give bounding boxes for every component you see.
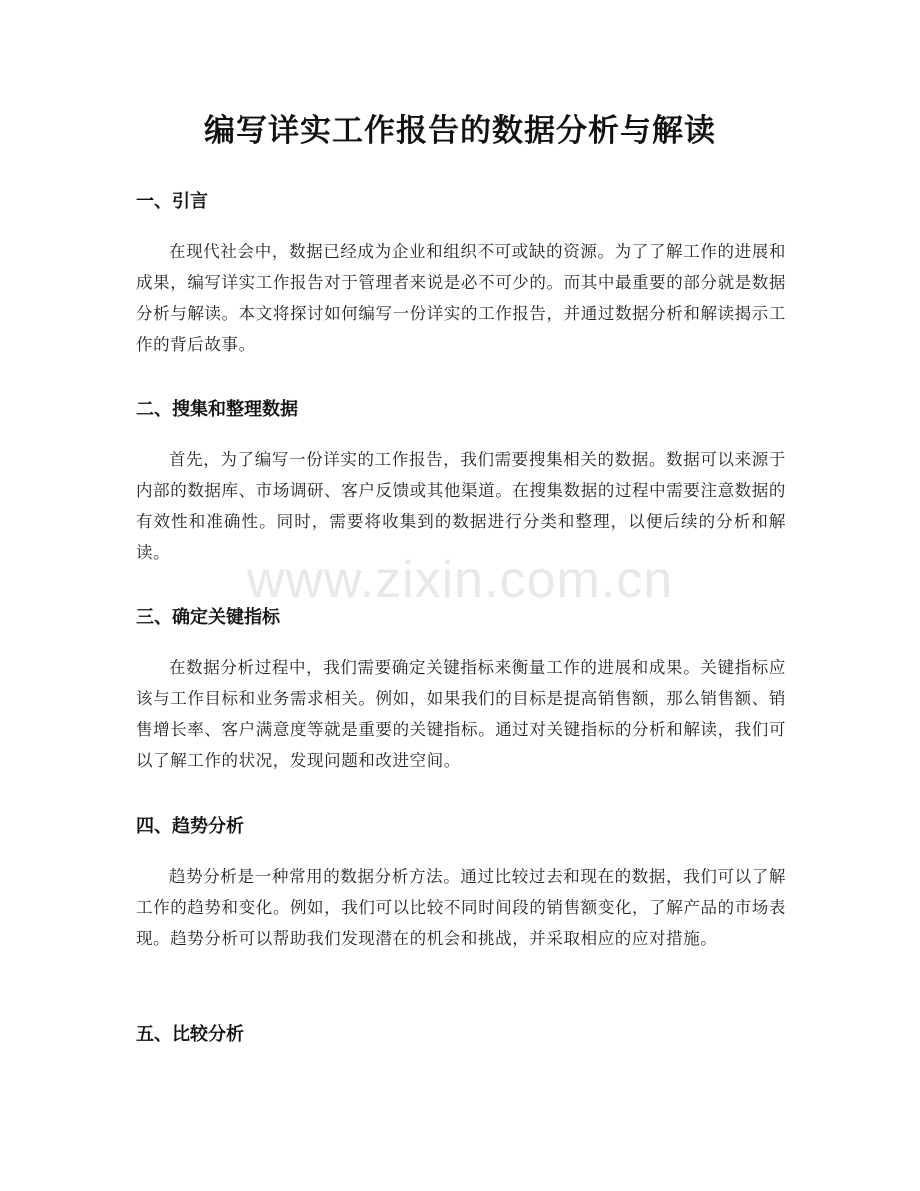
document-title: 编写详实工作报告的数据分析与解读 bbox=[204, 113, 716, 149]
section-heading-introduction: 一、引言 bbox=[136, 191, 208, 212]
section-heading-trend-analysis: 四、趋势分析 bbox=[136, 816, 244, 837]
section-paragraph-key-indicators: 在数据分析过程中，我们需要确定关键指标来衡量工作的进展和成果。关键指标应该与工作目标和业务需求相关。例如，如果我们的目标是提高销售额，那么销售额、销售增长率、客户满意度等就是重要的关键指标。通过对关键指标的分析和解读，我们可以了解工作的状况，发现问题和改进空间。 bbox=[136, 658, 786, 770]
section-paragraph-trend-analysis: 趋势分析是一种常用的数据分析方法。通过比较过去和现在的数据，我们可以了解工作的趋势和变化。例如，我们可以比较不同时间段的销售额变化，了解产品的市场表现。趋势分析可以帮助我们发现潜在的机会和挑战，并采取相应的应对措施。 bbox=[136, 867, 786, 948]
section-paragraph-data-collection: 首先，为了编写一份详实的工作报告，我们需要搜集相关的数据。数据可以来源于内部的数据库、市场调研、客户反馈或其他渠道。在搜集数据的过程中需要注意数据的有效性和准确性。同时，需要将收集到的数据进行分类和整理，以便后续的分析和解读。 bbox=[136, 450, 786, 562]
section-heading-comparative-analysis: 五、比较分析 bbox=[136, 1024, 244, 1045]
section-heading-key-indicators: 三、确定关键指标 bbox=[136, 607, 280, 628]
section-paragraph-introduction: 在现代社会中，数据已经成为企业和组织不可或缺的资源。为了了解工作的进展和成果，编写详实工作报告对于管理者来说是必不可少的。而其中最重要的部分就是数据分析与解读。本文将探讨如何编写一份详实的工作报告，并通过数据分析和解读揭示工作的背后故事。 bbox=[136, 242, 786, 354]
section-heading-data-collection: 二、搜集和整理数据 bbox=[136, 399, 298, 420]
watermark: www.zixin.com.cn bbox=[246, 551, 674, 609]
